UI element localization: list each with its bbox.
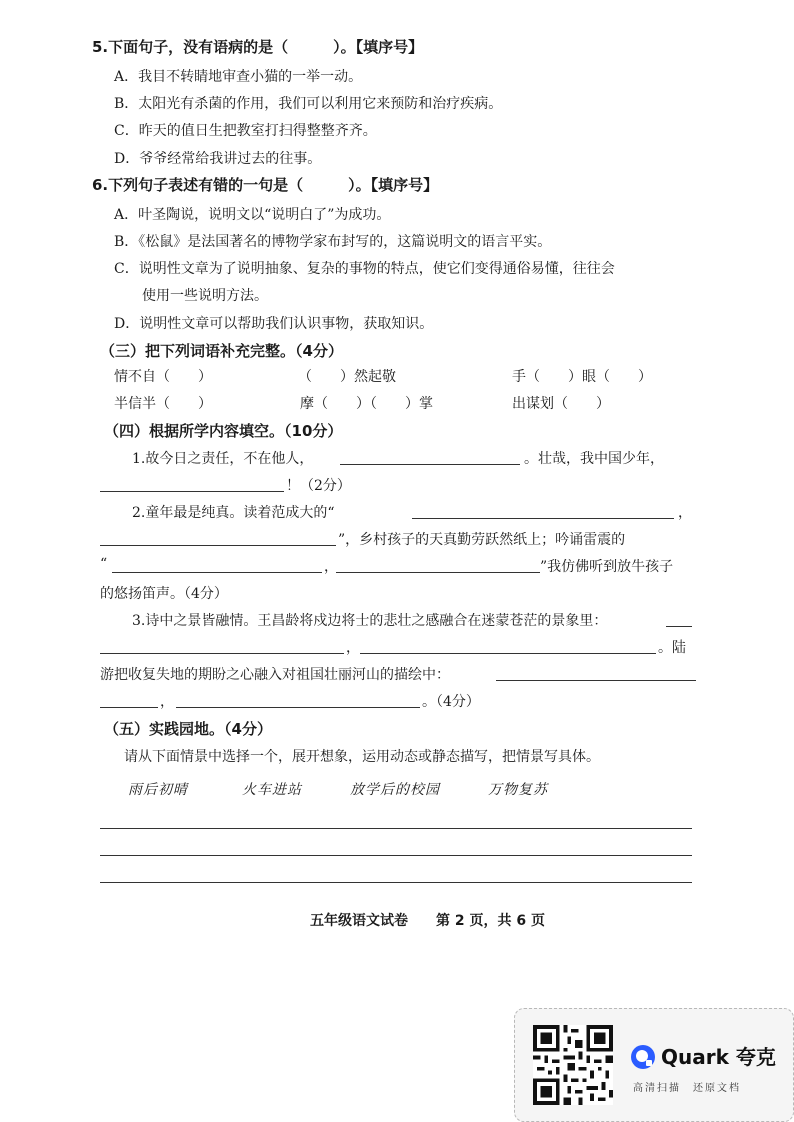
fill-2-open-quote: “ [100,556,108,572]
quark-watermark[interactable] [514,1008,794,1122]
question-6-option-c-cont: 使用一些说明方法。 [142,288,268,304]
page-footer: 五年级语文试卷 第 2 页，共 6 页 [310,913,545,929]
question-6-option-a: A．叶圣陶说，说明文以“说明白了”为成功。 [114,207,391,223]
fill-1-text-c: ！（2分） [286,478,351,494]
question-5-option-c: C．昨天的值日生把教室打扫得整整齐齐。 [114,123,377,139]
fill-2-comma-2: ， [324,559,338,575]
fill-2-text-a: 2.童年最是纯真。读着范成大的“ [132,505,335,521]
fill-3-text-a: 3.诗中之景皆融情。王昌龄将戍边将士的悲壮之感融合在迷蒙苍茫的景象里： [132,613,608,629]
choice-3: 放学后的校园 [350,782,440,798]
quark-brand: Quark 夸克 [661,1045,776,1069]
question-6-stem: 6.下列句子表述有错的一句是（ ）。【填序号】 [92,176,439,194]
writing-line-1[interactable] [100,828,692,829]
qr-code-icon[interactable] [533,1025,613,1105]
quark-tagline: 高清扫描 还原文档 [633,1083,741,1094]
section-3-title: （三）把下列词语补充完整。（4分） [100,342,343,360]
section-5-title: （五）实践园地。（4分） [104,720,272,738]
question-5-stem: 5.下面句子，没有语病的是（ ）。【填序号】 [92,38,424,56]
fill-2-text-g: 的悠扬笛声。（4分） [100,586,228,602]
fill-2-blank-a[interactable] [412,518,674,519]
section-4-title: （四）根据所学内容填空。（10分） [104,422,343,440]
writing-line-3[interactable] [100,882,692,883]
fill-1-text-b: 。壮哉，我中国少年， [524,451,664,467]
fill-2-blank-d[interactable] [336,572,540,573]
fill-2-text-f: ”我仿佛听到放牛孩子 [540,559,674,575]
fill-3-blank-c[interactable] [496,680,696,681]
question-5-option-d: D．爷爷经常给我讲过去的往事。 [114,151,322,167]
fill-3-blank-c2[interactable] [100,707,158,708]
question-6-option-d: D．说明性文章可以帮助我们认识事物，获取知识。 [114,316,434,332]
fill-3-blank-a2[interactable] [100,653,344,654]
question-6-option-c: C．说明性文章为了说明抽象、复杂的事物的特点，使它们变得通俗易懂，往往会 [114,261,615,277]
question-5-option-a: A．我目不转睛地审查小猫的一举一动。 [114,69,363,85]
fill-3-text-c: 。陆 [658,640,686,656]
fill-1-text-a: 1.故今日之责任，不在他人， [132,451,314,467]
quark-logo-icon [629,1043,657,1071]
choice-2: 火车进站 [242,782,302,798]
fill-1-blank-b[interactable] [100,491,284,492]
choice-4: 万物复苏 [488,782,548,798]
question-6-option-b: B．《松鼠》是法国著名的博物学家布封写的，这篇说明文的语言平实。 [114,234,552,250]
fill-3-blank-b[interactable] [360,653,656,654]
choice-1: 雨后初晴 [128,782,188,798]
fill-3-text-d: 游把收复失地的期盼之心融入对祖国壮丽河山的描绘中： [100,667,450,683]
fill-2-text-c: ”，乡村孩子的天真勤劳跃然纸上；吟诵雷震的 [338,532,626,548]
idiom-5: 摩（ ）（ ）掌 [300,396,433,412]
fill-3-text-f: 。（4分） [422,694,480,710]
fill-2-comma-1: ， [678,505,692,521]
fill-3-blank-a1[interactable] [666,626,692,627]
fill-3-blank-d[interactable] [176,707,420,708]
fill-2-blank-b[interactable] [100,545,336,546]
idiom-2: （ ）然起敬 [298,369,396,385]
writing-line-2[interactable] [100,855,692,856]
question-5-option-b: B．太阳光有杀菌的作用，我们可以利用它来预防和治疗疾病。 [114,96,503,112]
section-5-prompt: 请从下面情景中选择一个，展开想象，运用动态或静态描写，把情景写具体。 [124,749,600,765]
fill-1-blank-a[interactable] [340,464,520,465]
idiom-4: 半信半（ ） [114,396,212,412]
idiom-1: 情不自（ ） [114,369,212,385]
fill-3-comma-1: ， [346,640,360,656]
idiom-6: 出谋划（ ） [512,396,610,412]
idiom-3: 手（ ）眼（ ） [512,369,652,385]
fill-3-comma-2: ， [160,694,174,710]
fill-2-blank-c[interactable] [112,572,322,573]
